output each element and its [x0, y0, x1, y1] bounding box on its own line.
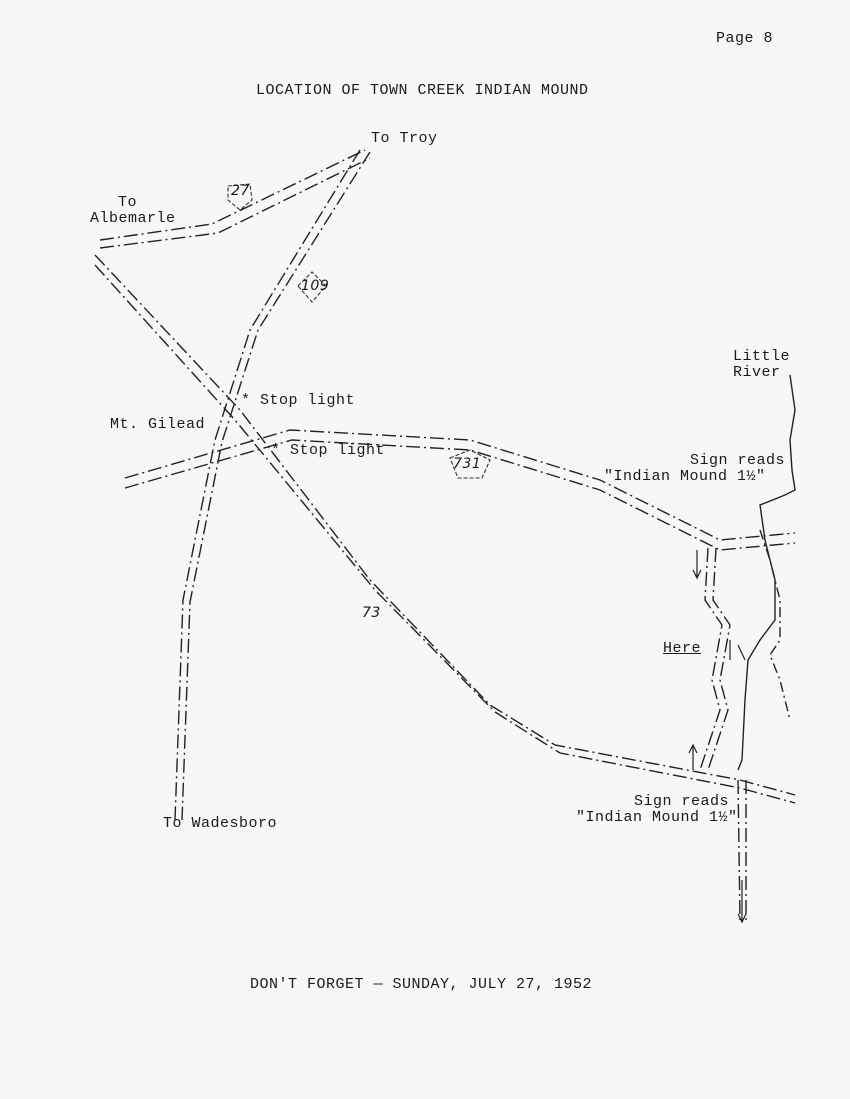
label-to-albemarle-line2: Albemarle: [90, 210, 176, 227]
page-number: Page 8: [716, 30, 774, 47]
route-73-number: 73: [362, 605, 381, 621]
route-109-road: [175, 150, 370, 820]
label-mt-gilead: Mt. Gilead: [110, 416, 206, 433]
mound-access-road: [700, 548, 730, 770]
stop-light-lower: * Stop light: [271, 442, 386, 459]
route-73-road: [95, 255, 795, 803]
footer-reminder: DON'T FORGET — SUNDAY, JULY 27, 1952: [250, 976, 593, 993]
little-river-east-bank: [760, 530, 790, 720]
route-731-road: [125, 430, 795, 550]
label-to-albemarle-line1: To: [118, 194, 138, 211]
label-here: Here: [663, 640, 702, 657]
little-river-line: [738, 375, 795, 770]
route-109-number: 109: [301, 278, 330, 294]
label-little-river-line1: Little: [733, 348, 791, 365]
stop-light-upper: * Stop light: [241, 392, 356, 409]
sign-lower-line1: Sign reads: [634, 793, 730, 810]
sign-upper-line2: "Indian Mound 1½": [604, 468, 766, 485]
sign-upper-line1: Sign reads: [690, 452, 786, 469]
route-27-number: 27: [231, 183, 250, 199]
here-marker-icon: [730, 640, 745, 660]
page-title: LOCATION OF TOWN CREEK INDIAN MOUND: [256, 82, 589, 99]
sign-lower-line2: "Indian Mound 1½": [576, 809, 738, 826]
route-731-number: 731: [453, 456, 482, 472]
label-little-river-line2: River: [733, 364, 781, 381]
arrow-up-icon: [689, 745, 697, 770]
arrow-down-icon: [693, 550, 701, 578]
label-to-wadesboro: To Wadesboro: [163, 815, 278, 832]
label-to-troy: To Troy: [371, 130, 438, 147]
